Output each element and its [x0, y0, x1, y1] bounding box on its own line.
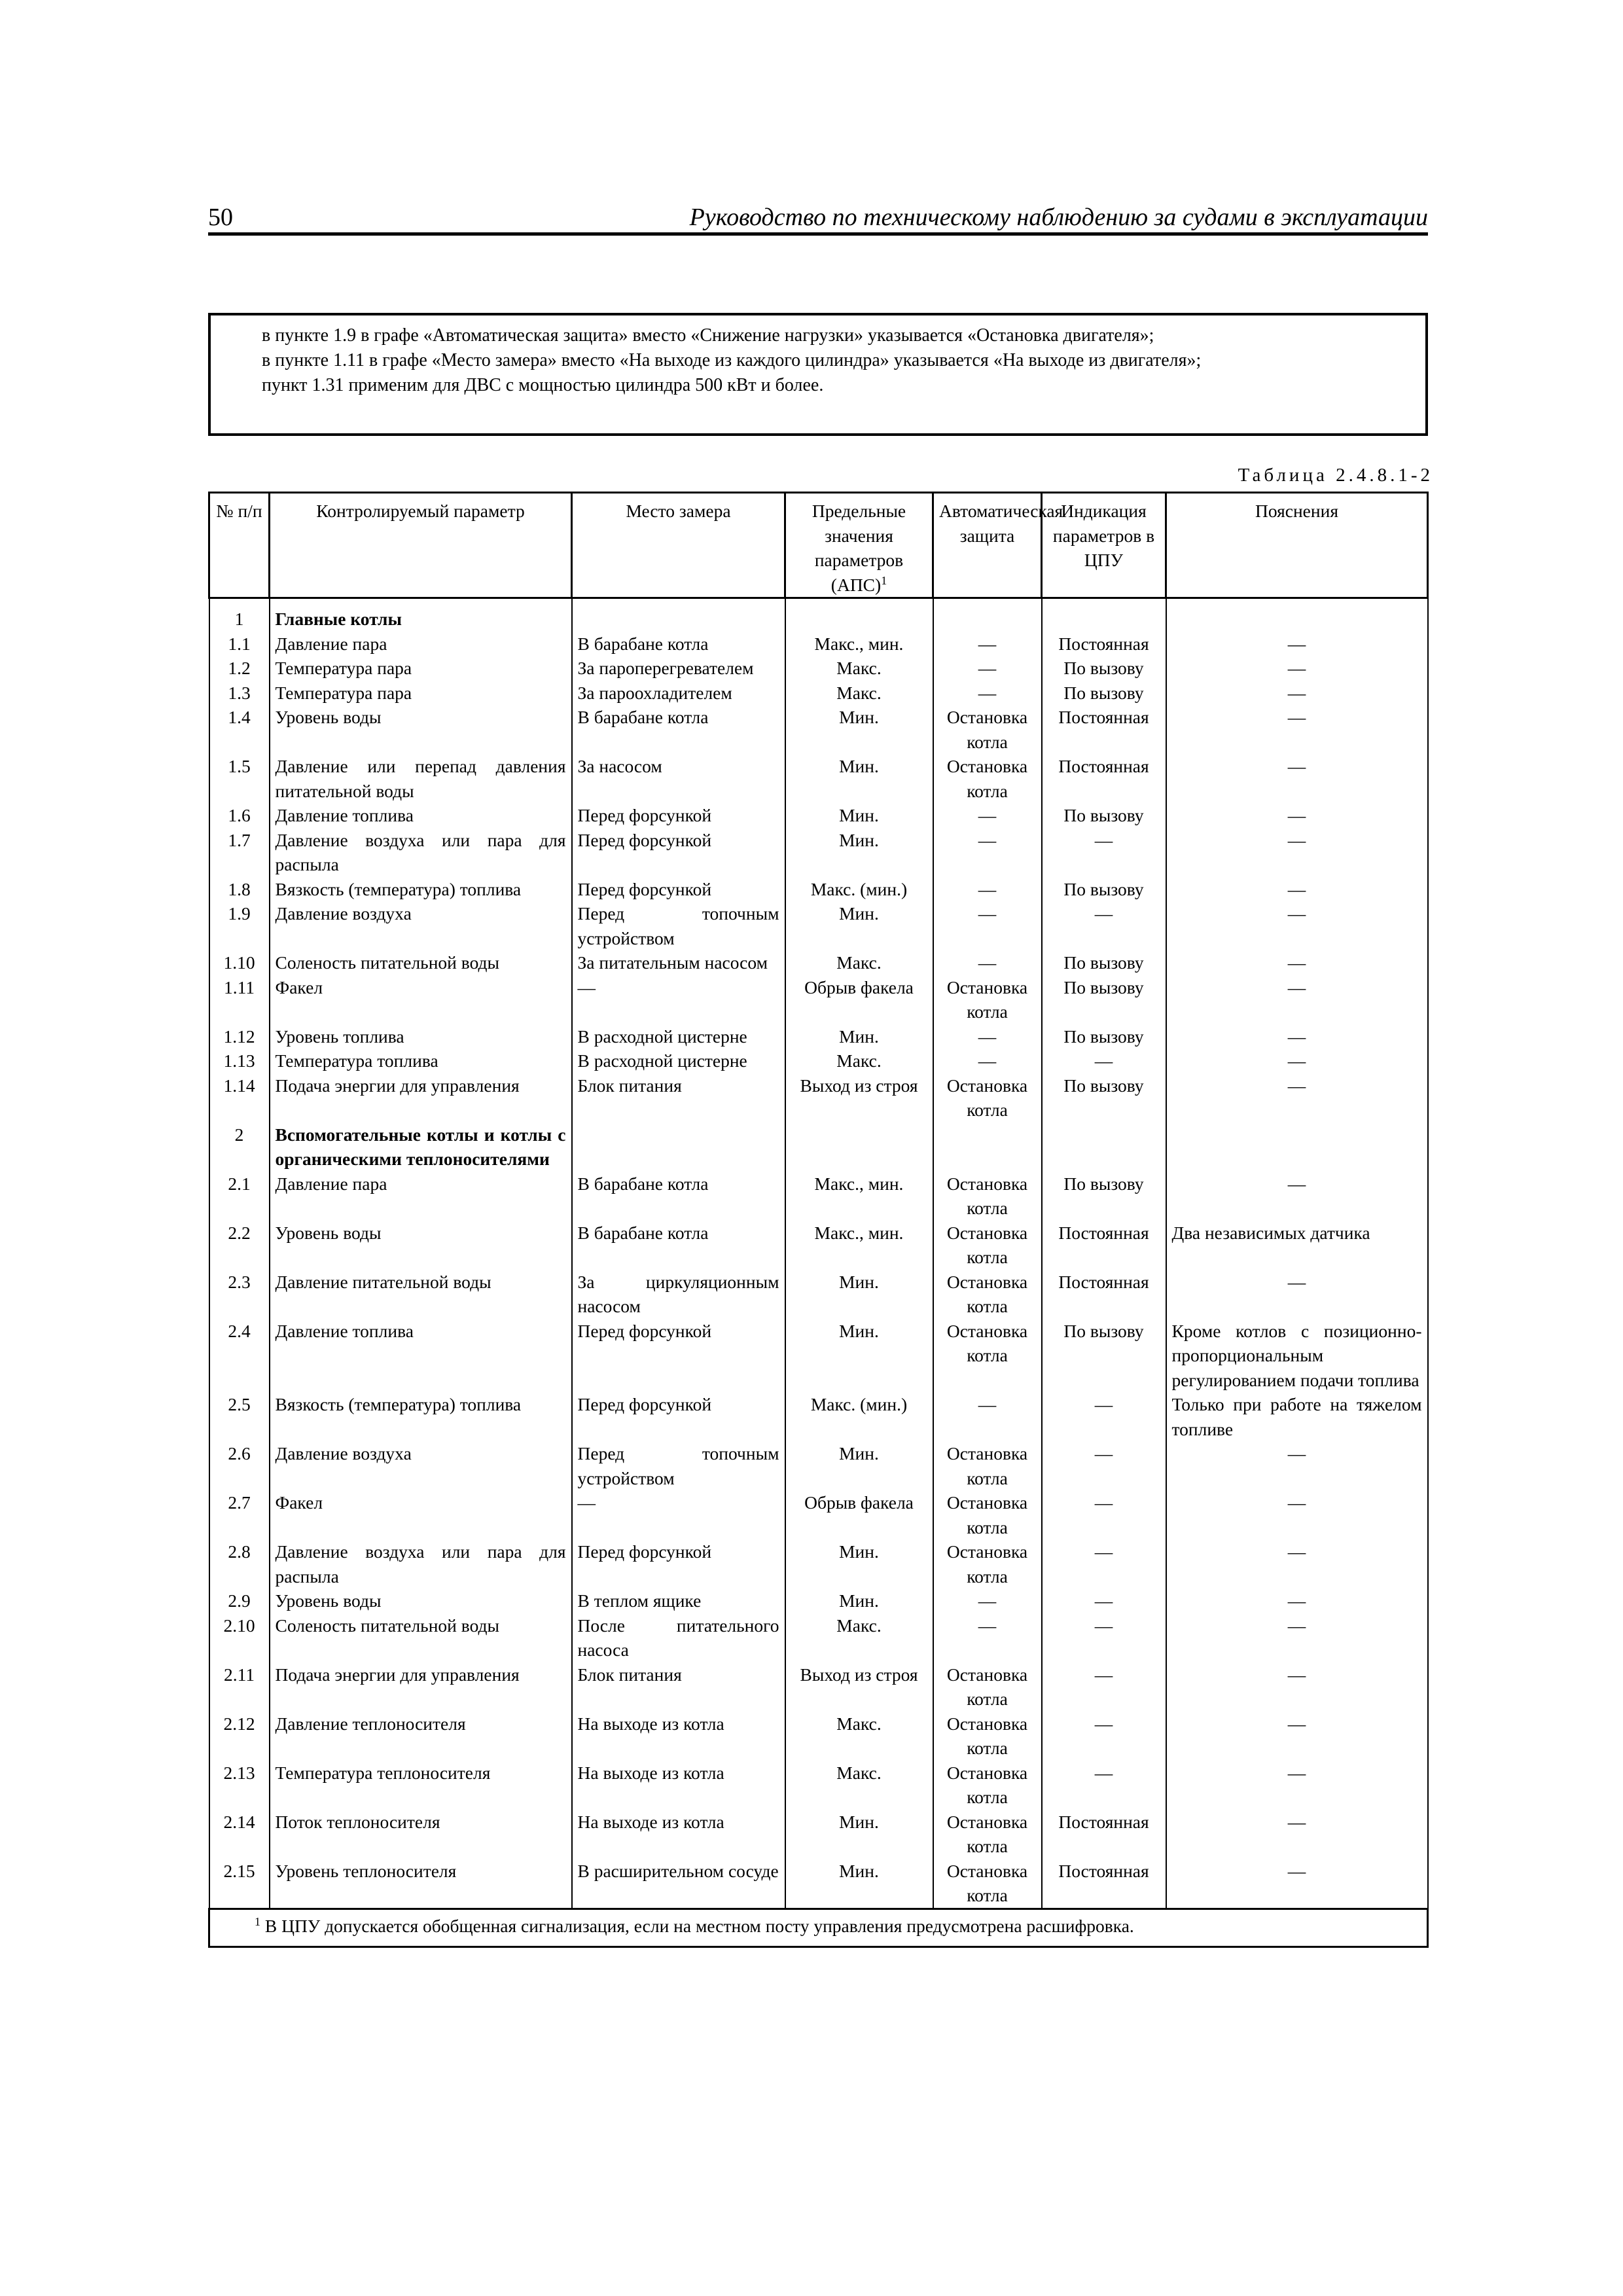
place-cell: Перед топочным устройством [572, 1441, 785, 1490]
table-row [209, 1319, 1428, 1393]
protection-cell: — [933, 877, 1042, 902]
parameter-cell: Главные котлы [270, 598, 572, 632]
parameter-cell: Температура пара [270, 656, 572, 681]
row-number: 1.11 [209, 975, 270, 1024]
protection-cell: Остановка котла [933, 1319, 1042, 1393]
row-number: 1.13 [209, 1049, 270, 1073]
protection-cell: Остановка котла [933, 1441, 1042, 1490]
row-number: 1.1 [209, 632, 270, 656]
place-cell: В барабане котла [572, 1221, 785, 1270]
indication-cell: По вызову [1042, 1172, 1166, 1221]
place-cell: На выходе из котла [572, 1761, 785, 1810]
limits-cell: Макс. [785, 950, 933, 975]
indication-cell: — [1042, 1712, 1166, 1761]
indication-cell: По вызову [1042, 877, 1166, 902]
place-cell: За циркуляционным насосом [572, 1270, 785, 1319]
parameter-cell: Давление теплоносителя [270, 1712, 572, 1761]
table-row [209, 1588, 1428, 1613]
notes-cell: — [1166, 705, 1428, 754]
notes-cell: — [1166, 754, 1428, 803]
col-header-indication: Индикация параметров в ЦПУ [1042, 493, 1166, 598]
col-header-place: Место замера [572, 493, 785, 598]
parameter-cell: Вязкость (температура) топлива [270, 877, 572, 902]
protection-cell: Остановка котла [933, 975, 1042, 1024]
limits-cell: Мин. [785, 1319, 933, 1393]
row-number: 1.14 [209, 1073, 270, 1122]
notes-cell: — [1166, 1024, 1428, 1049]
protection-cell: — [933, 1588, 1042, 1613]
protection-cell [933, 1122, 1042, 1172]
table-row [209, 656, 1428, 681]
indication-cell: — [1042, 1588, 1166, 1613]
notes-cell: Два независимых датчика [1166, 1221, 1428, 1270]
parameter-cell: Факел [270, 1490, 572, 1539]
parameter-cell: Поток теплоносителя [270, 1810, 572, 1859]
parameter-cell: Уровень воды [270, 1221, 572, 1270]
indication-cell: — [1042, 1539, 1166, 1588]
table-row [209, 1073, 1428, 1122]
indication-cell [1042, 598, 1166, 632]
limits-cell: Мин. [785, 901, 933, 950]
table-section-row [209, 598, 1428, 632]
parameter-cell: Давление воздуха или пара для распыла [270, 828, 572, 877]
place-cell: Перед форсункой [572, 1392, 785, 1441]
indication-cell: — [1042, 1049, 1166, 1073]
row-number: 2.3 [209, 1270, 270, 1319]
parameter-cell: Соленость питательной воды [270, 1613, 572, 1662]
col-header-protection: Автоматическая защита [933, 493, 1042, 598]
place-cell: После питательного насоса [572, 1613, 785, 1662]
indication-cell: По вызову [1042, 656, 1166, 681]
notes-cell: — [1166, 803, 1428, 828]
place-cell: В барабане котла [572, 1172, 785, 1221]
notes-cell: Кроме котлов с позиционно-пропорциональным регулированием подачи топлива [1166, 1319, 1428, 1393]
parameter-cell: Температура топлива [270, 1049, 572, 1073]
header-rule [208, 232, 1428, 236]
table-row [209, 705, 1428, 754]
row-number: 1.12 [209, 1024, 270, 1049]
table-row [209, 1859, 1428, 1909]
col-header-num: № п/п [209, 493, 270, 598]
place-cell: Перед форсункой [572, 1319, 785, 1393]
table-row [209, 1221, 1428, 1270]
indication-cell: — [1042, 1761, 1166, 1810]
table-row [209, 681, 1428, 706]
row-number: 2.7 [209, 1490, 270, 1539]
table-row [209, 1024, 1428, 1049]
parameter-cell: Вспомогательные котлы и котлы с органическими теплоносителями [270, 1122, 572, 1172]
table-header-row [209, 493, 1428, 598]
protection-cell: Остановка котла [933, 1662, 1042, 1712]
limits-cell: Макс. [785, 681, 933, 706]
table-row [209, 1539, 1428, 1588]
row-number: 1.10 [209, 950, 270, 975]
notes-cell: — [1166, 1662, 1428, 1712]
col-header-limits [785, 493, 933, 598]
parameter-cell: Уровень теплоносителя [270, 1859, 572, 1909]
limits-cell: Мин. [785, 803, 933, 828]
protection-cell: — [933, 632, 1042, 656]
table-section-row [209, 1122, 1428, 1172]
parameter-cell: Уровень топлива [270, 1024, 572, 1049]
parameter-cell: Факел [270, 975, 572, 1024]
protection-cell: — [933, 803, 1042, 828]
parameter-cell: Давление воздуха или пара для распыла [270, 1539, 572, 1588]
indication-cell: Постоянная [1042, 754, 1166, 803]
protection-cell: — [933, 901, 1042, 950]
limits-cell: Макс. [785, 1613, 933, 1662]
notes-cell: — [1166, 1073, 1428, 1122]
note-box [208, 313, 1428, 436]
table-row [209, 975, 1428, 1024]
protection-cell: — [933, 1392, 1042, 1441]
protection-cell: Остановка котла [933, 1172, 1042, 1221]
parameter-cell: Уровень воды [270, 1588, 572, 1613]
row-number: 1.6 [209, 803, 270, 828]
footnote-mark: 1 [881, 573, 887, 587]
indication-cell: По вызову [1042, 950, 1166, 975]
protection-cell: Остановка котла [933, 1539, 1042, 1588]
row-number: 2 [209, 1122, 270, 1172]
limits-cell: Мин. [785, 1441, 933, 1490]
notes-cell: — [1166, 632, 1428, 656]
col-header-notes: Пояснения [1166, 493, 1428, 598]
place-cell: В барабане котла [572, 632, 785, 656]
limits-cell: Мин. [785, 1588, 933, 1613]
protection-cell: — [933, 681, 1042, 706]
parameter-cell: Давление пара [270, 632, 572, 656]
table-row [209, 1172, 1428, 1221]
place-cell: Перед форсункой [572, 877, 785, 902]
row-number: 1.3 [209, 681, 270, 706]
indication-cell: Постоянная [1042, 632, 1166, 656]
notes-cell: — [1166, 1270, 1428, 1319]
row-number: 2.11 [209, 1662, 270, 1712]
parameter-cell: Вязкость (температура) топлива [270, 1392, 572, 1441]
parameter-cell: Давление питательной воды [270, 1270, 572, 1319]
page-number: 50 [208, 204, 233, 231]
place-cell: Перед форсункой [572, 828, 785, 877]
parameter-cell: Давление воздуха [270, 1441, 572, 1490]
table-row [209, 950, 1428, 975]
notes-cell: — [1166, 1172, 1428, 1221]
limits-cell: Макс., мин. [785, 1172, 933, 1221]
table-caption: Таблица 2.4.8.1-2 [1238, 465, 1433, 486]
parameter-cell: Давление пара [270, 1172, 572, 1221]
indication-cell: Постоянная [1042, 1221, 1166, 1270]
limits-cell: Выход из строя [785, 1662, 933, 1712]
table-row [209, 1761, 1428, 1810]
parameter-cell: Температура теплоносителя [270, 1761, 572, 1810]
limits-cell: Макс. [785, 656, 933, 681]
place-cell: За пароперегревателем [572, 656, 785, 681]
row-number: 2.15 [209, 1859, 270, 1909]
notes-cell: — [1166, 1588, 1428, 1613]
protection-cell: Остановка котла [933, 1221, 1042, 1270]
protection-cell: Остановка котла [933, 1490, 1042, 1539]
protection-cell: Остановка котла [933, 1810, 1042, 1859]
place-cell: За насосом [572, 754, 785, 803]
parameter-cell: Давление воздуха [270, 901, 572, 950]
place-cell: За пароохладителем [572, 681, 785, 706]
limits-cell: Обрыв факела [785, 1490, 933, 1539]
note-line: в пункте 1.11 в графе «Место замера» вместо «На выходе из каждого цилиндра» указывается «На выходе из двигателя»; [262, 350, 1202, 370]
place-cell: В расходной цистерне [572, 1024, 785, 1049]
row-number: 2.14 [209, 1810, 270, 1859]
place-cell: За питательным насосом [572, 950, 785, 975]
notes-cell: — [1166, 1761, 1428, 1810]
limits-cell: Макс., мин. [785, 632, 933, 656]
notes-cell: — [1166, 1859, 1428, 1909]
limits-cell: Макс. (мин.) [785, 1392, 933, 1441]
table-row [209, 1392, 1428, 1441]
footnote-text: В ЦПУ допускается обобщенная сигнализация, если на местном посту управления предусмотрена расшифровка. [264, 1915, 1134, 1936]
table-row [209, 1613, 1428, 1662]
footnote-number: 1 [255, 1914, 260, 1928]
notes-cell: — [1166, 1490, 1428, 1539]
indication-cell: — [1042, 1490, 1166, 1539]
limits-cell: Мин. [785, 1539, 933, 1588]
limits-cell: Мин. [785, 705, 933, 754]
notes-cell: — [1166, 877, 1428, 902]
col-header-param: Контролируемый параметр [270, 493, 572, 598]
protection-cell: Остановка котла [933, 1270, 1042, 1319]
limits-cell: Мин. [785, 1024, 933, 1049]
place-cell: В расширительном сосуде [572, 1859, 785, 1909]
table-row [209, 877, 1428, 902]
place-cell: Блок питания [572, 1662, 785, 1712]
table-row [209, 1662, 1428, 1712]
row-number: 2.12 [209, 1712, 270, 1761]
notes-cell [1166, 1122, 1428, 1172]
place-cell: Перед форсункой [572, 1539, 785, 1588]
indication-cell: Постоянная [1042, 1270, 1166, 1319]
place-cell: — [572, 1490, 785, 1539]
indication-cell: — [1042, 901, 1166, 950]
indication-cell: По вызову [1042, 681, 1166, 706]
protection-cell: — [933, 656, 1042, 681]
footnote-cell [209, 1909, 1428, 1947]
row-number: 2.1 [209, 1172, 270, 1221]
notes-cell: — [1166, 1441, 1428, 1490]
note-line: в пункте 1.9 в графе «Автоматическая защита» вместо «Снижение нагрузки» указывается «Остановка двигателя»; [262, 325, 1154, 346]
row-number: 2.10 [209, 1613, 270, 1662]
limits-cell: Мин. [785, 1270, 933, 1319]
parameter-cell: Давление или перепад давления питательной воды [270, 754, 572, 803]
protection-cell: — [933, 828, 1042, 877]
limits-cell: Мин. [785, 1859, 933, 1909]
row-number: 1.4 [209, 705, 270, 754]
table-row [209, 1490, 1428, 1539]
place-cell: — [572, 975, 785, 1024]
place-cell: Перед топочным устройством [572, 901, 785, 950]
notes-cell: — [1166, 681, 1428, 706]
table-row [209, 754, 1428, 803]
protection-cell: — [933, 1049, 1042, 1073]
row-number: 1.9 [209, 901, 270, 950]
indication-cell: Постоянная [1042, 1810, 1166, 1859]
place-cell: Блок питания [572, 1073, 785, 1122]
limits-cell: Макс. (мин.) [785, 877, 933, 902]
notes-cell: — [1166, 950, 1428, 975]
notes-cell: — [1166, 901, 1428, 950]
protection-cell: Остановка котла [933, 705, 1042, 754]
table-row [209, 1712, 1428, 1761]
parameter-cell: Уровень воды [270, 705, 572, 754]
parameter-cell: Давление топлива [270, 803, 572, 828]
row-number: 1.2 [209, 656, 270, 681]
notes-cell: Только при работе на тяжелом топливе [1166, 1392, 1428, 1441]
limits-cell: Мин. [785, 828, 933, 877]
limits-cell: Макс. [785, 1761, 933, 1810]
row-number: 1.8 [209, 877, 270, 902]
indication-cell: По вызову [1042, 803, 1166, 828]
table-row [209, 632, 1428, 656]
indication-cell: — [1042, 1662, 1166, 1712]
table-row [209, 901, 1428, 950]
row-number: 2.5 [209, 1392, 270, 1441]
indication-cell: По вызову [1042, 1024, 1166, 1049]
protection-cell: Остановка котла [933, 754, 1042, 803]
limits-cell: Выход из строя [785, 1073, 933, 1122]
place-cell: В расходной цистерне [572, 1049, 785, 1073]
protection-cell: Остановка котла [933, 1073, 1042, 1122]
table-row [209, 1810, 1428, 1859]
table-row [209, 1049, 1428, 1073]
limits-cell: Макс. [785, 1049, 933, 1073]
place-cell: Перед форсункой [572, 803, 785, 828]
place-cell: В барабане котла [572, 705, 785, 754]
indication-cell: По вызову [1042, 1073, 1166, 1122]
protection-cell [933, 598, 1042, 632]
notes-cell: — [1166, 1712, 1428, 1761]
limits-cell [785, 1122, 933, 1172]
table-row [209, 803, 1428, 828]
parameter-cell: Давление топлива [270, 1319, 572, 1393]
row-number: 2.8 [209, 1539, 270, 1588]
row-number: 2.6 [209, 1441, 270, 1490]
protection-cell: Остановка котла [933, 1761, 1042, 1810]
table-row [209, 1441, 1428, 1490]
indication-cell: Постоянная [1042, 705, 1166, 754]
protection-cell: — [933, 1024, 1042, 1049]
indication-cell: По вызову [1042, 975, 1166, 1024]
parameter-cell: Подача энергии для управления [270, 1662, 572, 1712]
indication-cell: — [1042, 1392, 1166, 1441]
notes-cell [1166, 598, 1428, 632]
limits-cell: Мин. [785, 754, 933, 803]
table-row [209, 828, 1428, 877]
limits-cell: Макс. [785, 1712, 933, 1761]
parameters-table [208, 492, 1429, 1948]
row-number: 1.7 [209, 828, 270, 877]
notes-cell: — [1166, 1539, 1428, 1588]
protection-cell: Остановка котла [933, 1859, 1042, 1909]
indication-cell: — [1042, 1441, 1166, 1490]
row-number: 2.4 [209, 1319, 270, 1393]
running-title: Руководство по техническому наблюдению за судами в эксплуатации [689, 204, 1428, 231]
notes-cell: — [1166, 1613, 1428, 1662]
row-number: 2.13 [209, 1761, 270, 1810]
row-number: 1.5 [209, 754, 270, 803]
table-row [209, 1270, 1428, 1319]
parameter-cell: Температура пара [270, 681, 572, 706]
row-number: 2.9 [209, 1588, 270, 1613]
indication-cell: По вызову [1042, 1319, 1166, 1393]
place-cell [572, 598, 785, 632]
indication-cell: — [1042, 1613, 1166, 1662]
parameter-cell: Соленость питательной воды [270, 950, 572, 975]
note-line: пункт 1.31 применим для ДВС с мощностью цилиндра 500 кВт и более. [262, 375, 824, 395]
col-header-limits-text: Предельные значения параметров (АПС) [812, 501, 906, 595]
limits-cell [785, 598, 933, 632]
place-cell: На выходе из котла [572, 1810, 785, 1859]
indication-cell: Постоянная [1042, 1859, 1166, 1909]
limits-cell: Обрыв факела [785, 975, 933, 1024]
notes-cell: — [1166, 1049, 1428, 1073]
notes-cell: — [1166, 656, 1428, 681]
place-cell [572, 1122, 785, 1172]
row-number: 1 [209, 598, 270, 632]
notes-cell: — [1166, 975, 1428, 1024]
protection-cell: Остановка котла [933, 1712, 1042, 1761]
protection-cell: — [933, 950, 1042, 975]
protection-cell: — [933, 1613, 1042, 1662]
indication-cell: — [1042, 828, 1166, 877]
footnote-row [209, 1909, 1428, 1947]
place-cell: В теплом ящике [572, 1588, 785, 1613]
row-number: 2.2 [209, 1221, 270, 1270]
limits-cell: Мин. [785, 1810, 933, 1859]
indication-cell [1042, 1122, 1166, 1172]
parameter-cell: Подача энергии для управления [270, 1073, 572, 1122]
notes-cell: — [1166, 1810, 1428, 1859]
notes-cell: — [1166, 828, 1428, 877]
place-cell: На выходе из котла [572, 1712, 785, 1761]
limits-cell: Макс., мин. [785, 1221, 933, 1270]
